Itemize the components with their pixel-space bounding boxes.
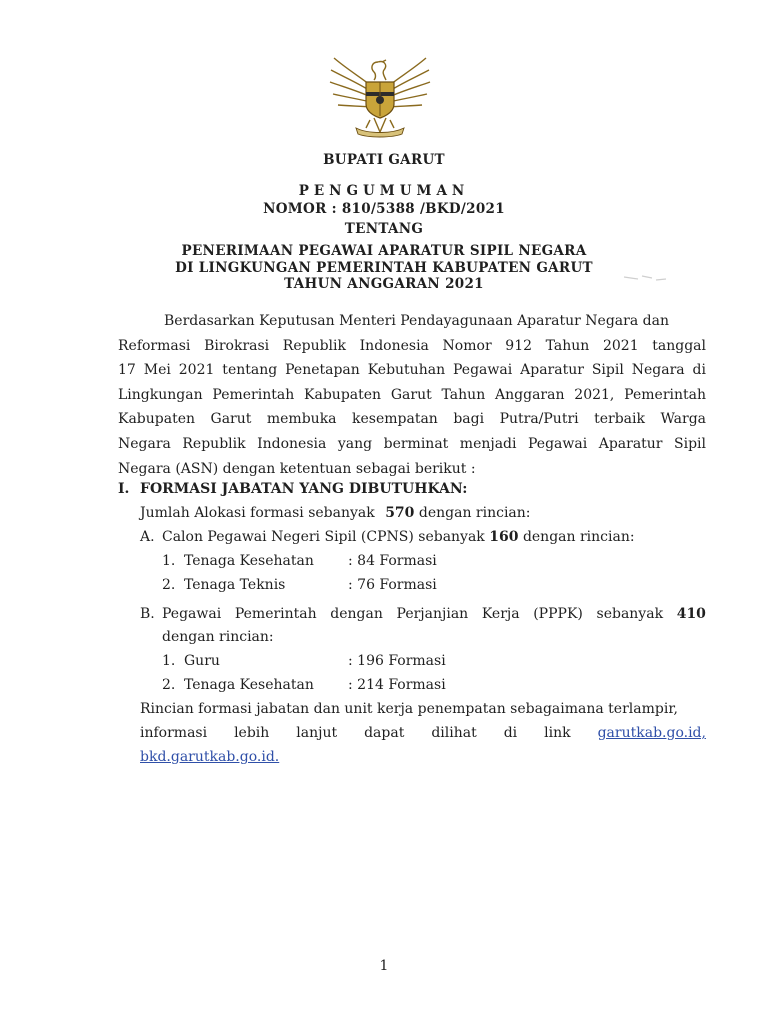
intro-line: Negara Republik Indonesia yang berminat menjadi Pegawai Aparatur Sipil [118, 435, 706, 452]
garuda-emblem [322, 48, 438, 140]
item-b-word: sebanyak [596, 606, 664, 622]
item-b-1-num: 1. [162, 653, 176, 669]
item-b-line-1 [162, 606, 706, 622]
item-a-2-num: 2. [162, 577, 176, 593]
item-b-2-name: Tenaga Kesehatan [184, 677, 314, 693]
intro-line: Reformasi Birokrasi Republik Indonesia Nomor 912 Tahun 2021 tanggal [118, 337, 706, 354]
closing-word: link [544, 725, 571, 741]
item-b-1-value: : 196 Formasi [348, 653, 446, 669]
item-b-1-name: Guru [184, 653, 220, 669]
item-b-word: Pegawai [162, 606, 222, 622]
closing-word: dilihat [431, 725, 477, 741]
subject-line-2: DI LINGKUNGAN PEMERINTAH KABUPATEN GARUT [175, 260, 593, 276]
allocation-suffix: dengan rincian: [418, 505, 531, 521]
item-b-word: Kerja [481, 606, 520, 622]
item-a-letter: A. [140, 529, 155, 545]
closing-word: di [503, 725, 518, 741]
item-a-1-name: Tenaga Kesehatan [184, 553, 314, 569]
allocation-prefix: Jumlah Alokasi formasi sebanyak [140, 505, 375, 521]
intro-line: Negara (ASN) dengan ketentuan sebagai berikut : [118, 460, 476, 477]
intro-line: Kabupaten Garut membuka kesempatan bagi Putra/Putri terbaik Warga [118, 411, 706, 428]
item-b-word: Pemerintah [234, 606, 317, 622]
item-a-value: 160 [489, 529, 519, 545]
page-number: 1 [379, 958, 389, 974]
item-b-value: 410 [676, 606, 706, 622]
about-label: TENTANG [344, 221, 424, 237]
authority-title: BUPATI GARUT [323, 152, 445, 168]
announcement-title: PENGUMUMAN [298, 183, 470, 199]
closing-line-2 [140, 725, 706, 741]
allocation-line [140, 505, 531, 521]
intro-line: Berdasarkan Keputusan Menteri Pendayagunaan Aparatur Negara dan [164, 313, 669, 329]
announcement-number: NOMOR : 810/5388 /BKD/2021 [263, 201, 505, 217]
item-b-2-num: 2. [162, 677, 176, 693]
closing-word: dapat [364, 725, 405, 741]
scan-smudge [622, 273, 668, 283]
subject-line-1: PENERIMAAN PEGAWAI APARATUR SIPIL NEGARA [181, 243, 587, 259]
item-b-2-value: : 214 Formasi [348, 677, 446, 693]
allocation-value: 570 [385, 505, 415, 521]
item-a-1-num: 1. [162, 553, 176, 569]
item-b-letter: B. [140, 606, 155, 622]
item-b-word: dengan [330, 606, 383, 622]
item-a-prefix: Calon Pegawai Negeri Sipil (CPNS) sebanyak [162, 529, 485, 545]
closing-word: lebih [234, 725, 270, 741]
bkd-garutkab-link[interactable]: bkd.garutkab.go.id. [140, 749, 280, 765]
item-b-word: Perjanjian [396, 606, 469, 622]
subject-line-3: TAHUN ANGGARAN 2021 [284, 276, 484, 292]
section-numeral: I. [118, 481, 130, 497]
closing-line-1: Rincian formasi jabatan dan unit kerja penempatan sebagaimana terlampir, [140, 701, 678, 717]
section-title: FORMASI JABATAN YANG DIBUTUHKAN: [140, 481, 468, 497]
item-a-2-value: : 76 Formasi [348, 577, 437, 593]
closing-word: lanjut [296, 725, 338, 741]
closing-word: informasi [140, 725, 208, 741]
item-b-word: (PPPK) [533, 606, 583, 622]
intro-line: 17 Mei 2021 tentang Penetapan Kebutuhan Pegawai Aparatur Sipil Negara di [118, 362, 706, 379]
item-a-suffix: dengan rincian: [522, 529, 635, 545]
intro-line: Lingkungan Pemerintah Kabupaten Garut Tahun Anggaran 2021, Pemerintah [118, 386, 706, 403]
intro-paragraph [118, 309, 706, 481]
item-b-line-2: dengan rincian: [162, 629, 274, 645]
item-a-1-value: : 84 Formasi [348, 553, 437, 569]
garutkab-link[interactable]: garutkab.go.id, [597, 725, 706, 741]
item-a-line [162, 529, 635, 545]
item-a-2-name: Tenaga Teknis [184, 577, 286, 593]
